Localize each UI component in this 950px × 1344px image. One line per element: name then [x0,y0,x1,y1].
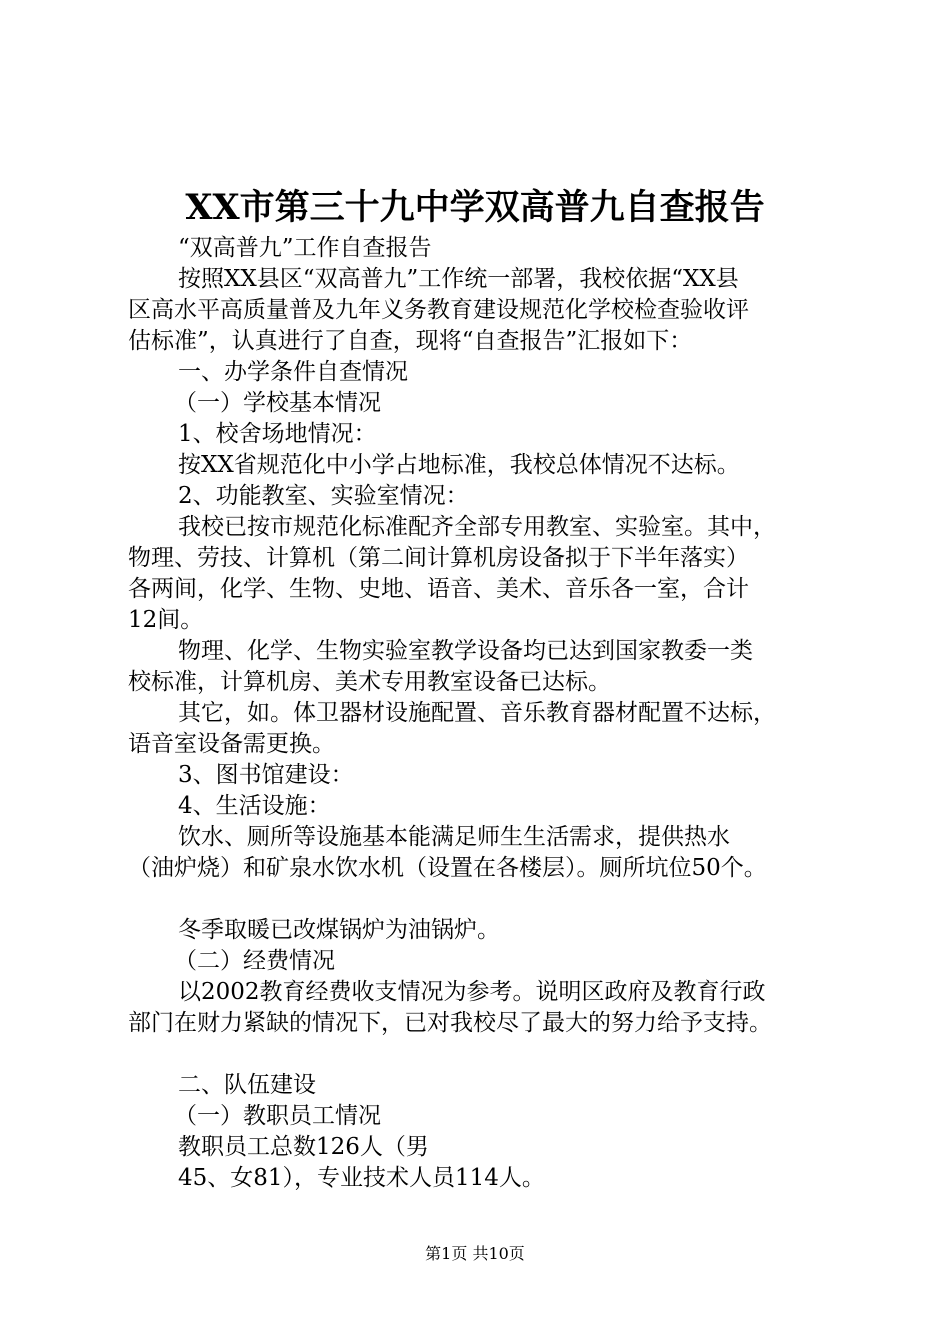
document-body [128,233,848,1194]
paragraph-line: 饮水、厕所等设施基本能满足师生生活需求，提供热水 [178,824,730,850]
paragraph-line: 45、女81），专业技术人员114人。 [178,1165,545,1191]
document-title: XX市第三十九中学双高普九自查报告 [185,187,765,228]
item-heading: 1、校舍场地情况： [178,421,377,447]
subsection-heading: （一）学校基本情况 [174,390,381,416]
paragraph-line: （油炉烧）和矿泉水饮水机（设置在各楼层）。厕所坑位50个。 [128,855,767,881]
paragraph-line: 部门在财力紧缺的情况下，已对我校尽了最大的努力给予支持。 [128,1010,772,1036]
paragraph-line: 物理、劳技、计算机（第二间计算机房设备拟于下半年落实） [128,545,749,571]
paragraph-line: 按照XX县区“双高普九”工作统一部署，我校依据“XX县 [178,266,739,292]
section-heading: 二、队伍建设 [178,1072,316,1098]
paragraph-line: 区高水平高质量普及九年义务教育建设规范化学校检查验收评 [128,297,749,323]
item-heading: 3、图书馆建设： [178,762,354,788]
paragraph-line: 冬季取暖已改煤锅炉为油锅炉。 [178,917,500,943]
blank-line [128,1039,848,1070]
subtitle-line: “双高普九”工作自查报告 [178,235,432,261]
paragraph-line: 各两间，化学、生物、史地、语音、美术、音乐各一室，合计 [128,576,749,602]
item-heading: 2、功能教室、实验室情况： [178,483,469,509]
paragraph-line: 我校已按市规范化标准配齐全部专用教室、实验室。其中， [178,514,776,540]
section-heading: 一、办学条件自查情况 [178,359,408,385]
paragraph-line: 校标准，计算机房、美术专用教室设备已达标。 [128,669,611,695]
blank-line [128,884,848,915]
subsection-heading: （一）教职员工情况 [174,1103,381,1129]
paragraph-line: 教职员工总数126人（男 [178,1134,429,1160]
paragraph-line: 估标准”，认真进行了自查，现将“自查报告”汇报如下： [128,328,693,354]
paragraph-line: 其它，如。体卫器材设施配置、音乐教育器材配置不达标， [178,700,776,726]
paragraph-line: 语音室设备需更换。 [128,731,335,757]
paragraph-line: 12间。 [128,607,204,633]
page-number-footer: 第1页 共10页 [425,1244,525,1263]
subsection-heading: （二）经费情况 [174,948,335,974]
paragraph-line: 物理、化学、生物实验室教学设备均已达到国家教委一类 [178,638,753,664]
item-heading: 4、生活设施： [178,793,331,819]
paragraph-line: 按XX省规范化中小学占地标准，我校总体情况不达标。 [178,452,740,478]
paragraph-line: 以2002教育经费收支情况为参考。说明区政府及教育行政 [178,979,766,1005]
